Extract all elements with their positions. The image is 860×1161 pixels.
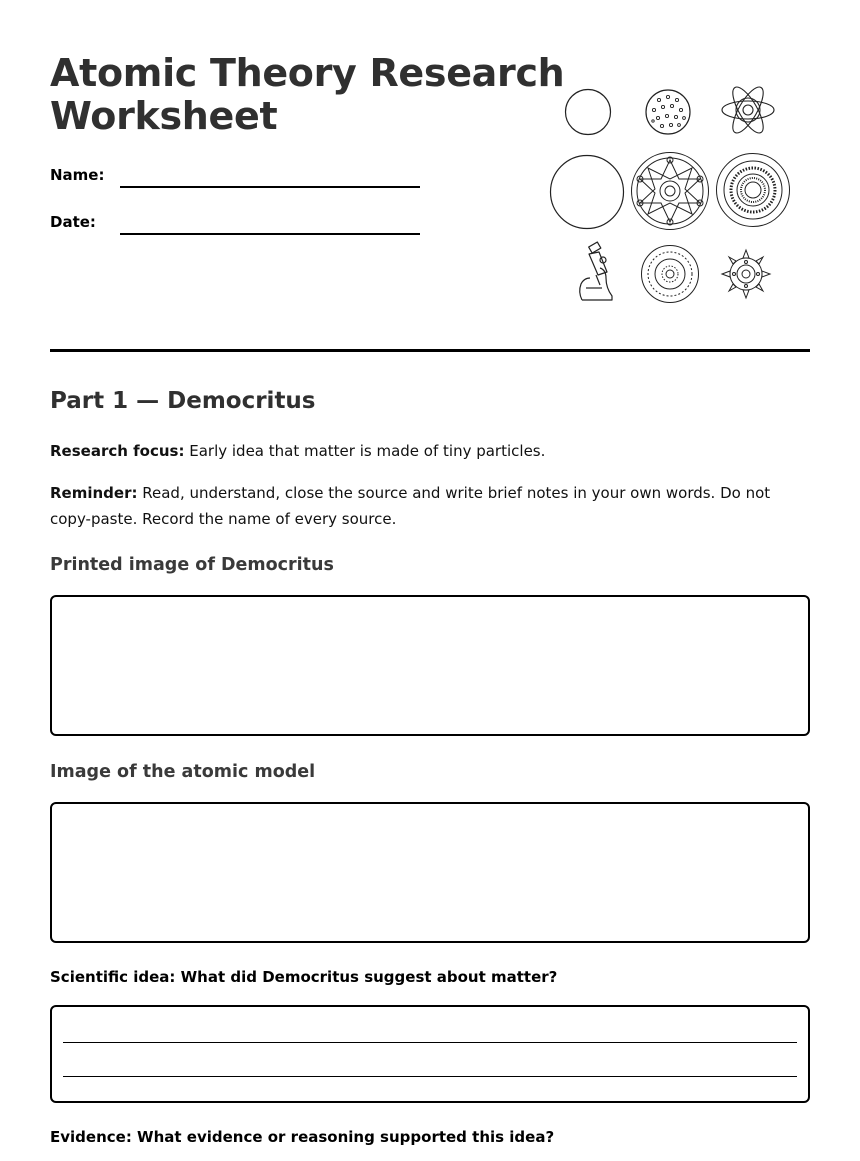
orbital-atom-icon: [720, 82, 776, 138]
reminder-text: Read, understand, close the source and write brief notes in your own words. Do not copy-paste. Record the name of every source.: [50, 484, 771, 528]
atomic-model-heading: Image of the atomic model: [50, 762, 316, 782]
layered-ring-icon: [640, 244, 700, 304]
dotted-sphere-icon: [644, 88, 692, 136]
star-pattern-atom-icon: [630, 151, 710, 231]
reminder-label: Reminder:: [50, 484, 138, 502]
evidence-question: Evidence: What evidence or reasoning supported this idea?: [50, 1128, 555, 1146]
name-field[interactable]: [120, 186, 420, 188]
title-line-2: Worksheet: [50, 94, 278, 138]
answer-line: [63, 1042, 797, 1043]
worksheet-title: [50, 52, 564, 138]
circle-icon: [564, 88, 612, 136]
section-divider: [50, 349, 810, 352]
spiky-atom-icon: [720, 248, 772, 300]
large-circle-icon: [549, 154, 625, 230]
atomic-model-box[interactable]: [50, 802, 810, 943]
printed-image-heading: Printed image of Democritus: [50, 555, 334, 575]
answer-line: [63, 1076, 797, 1077]
reminder: [50, 480, 810, 532]
concentric-ring-atom-icon: [715, 152, 791, 228]
research-focus: [50, 438, 810, 464]
date-label: Date:: [50, 213, 96, 231]
title-line-1: Atomic Theory Research: [50, 51, 565, 95]
date-field[interactable]: [120, 233, 420, 235]
research-focus-text: Early idea that matter is made of tiny particles.: [184, 442, 546, 460]
microscope-icon: [572, 242, 618, 304]
name-label: Name:: [50, 166, 105, 184]
scientific-idea-answer-box[interactable]: [50, 1005, 810, 1103]
research-focus-label: Research focus:: [50, 442, 185, 460]
part1-heading: Part 1 — Democritus: [50, 388, 316, 414]
atom-model-icons: [548, 82, 793, 307]
scientific-idea-question: Scientific idea: What did Democritus suggest about matter?: [50, 968, 558, 986]
printed-image-box[interactable]: [50, 595, 810, 736]
